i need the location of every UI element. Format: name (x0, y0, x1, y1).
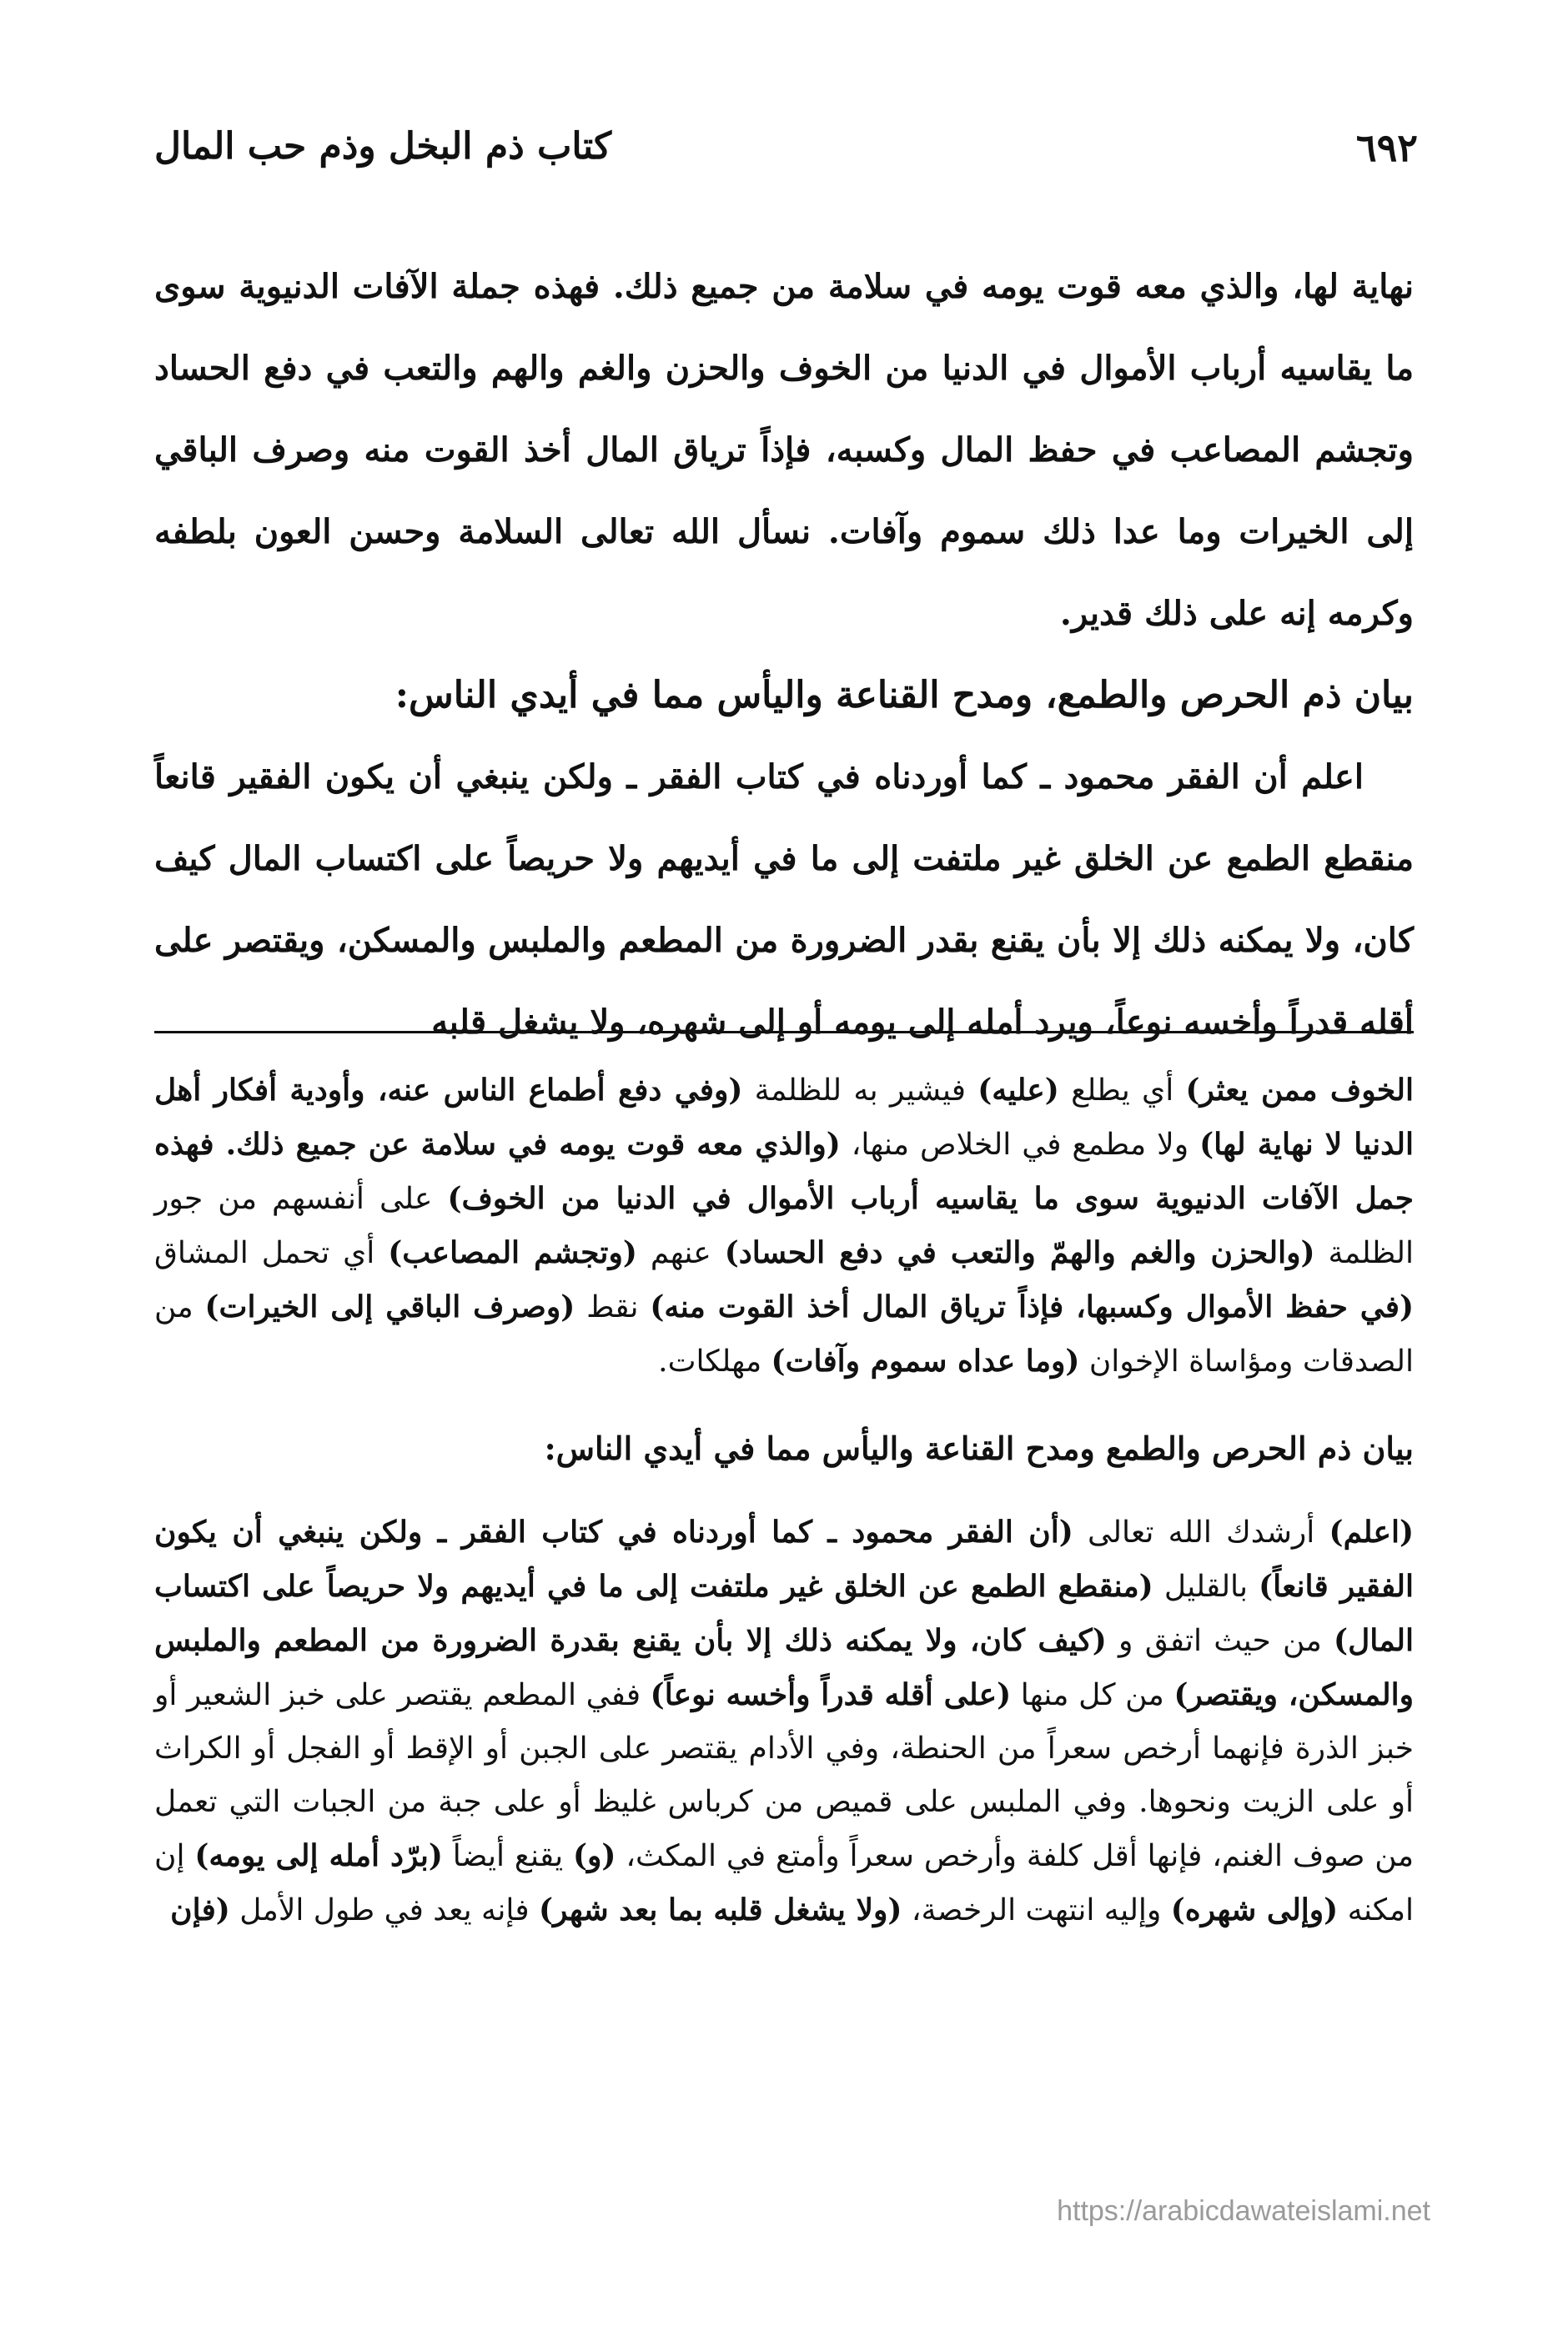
quoted-text: (والحزن والغم والهمّ والتعب في دفع الحساد) (724, 1235, 1315, 1270)
gloss-text: ففي المطعم يقتصر على خبز الشعير أو خبز الذرة فإنهما أرخص سعراً من الحنطة، وفي الأدام يقتصر على الجبن أو الإقط أو الفجل أو الكراث أو على الزيت ونحوها. وفي الملبس على قميص من كرباس غليظ أو على جبة من الجبات التي تعمل من صوف الغنم، فإنها أقل كلفة وأرخص سعراً وأمتع في المكث، (154, 1678, 1414, 1873)
quoted-text: (وتجشم المصاعب) (388, 1235, 637, 1270)
gloss-text: على أنفسهم من جور الظلمة (154, 1182, 1415, 1270)
page-number: ٦٩٢ (1355, 125, 1418, 170)
commentary-paragraph-2 (154, 1505, 1414, 1937)
main-paragraph-2: اعلم أن الفقر محمود ـ كما أوردناه في كتاب الفقر ـ ولكن ينبغي أن يكون الفقير قانعاً منقطع الطمع عن الخلق غير ملتفت إلى ما في أيديهم ولا حريصاً على اكتساب المال كيف كان، ولا يمكنه ذلك إلا بأن يقنع بقدر الضرورة من المطعم والملبس والمسكن، ويقتصر على أقله قدراً وأخسه نوعاً، ويرد أمله إلى يومه أو إلى شهره، ولا يشغل قلبه (154, 757, 1414, 1042)
quoted-text: (كيف كان، ولا يمكنه ذلك إلا بأن يقنع بقدرة الضرورة من المطعم والملبس والمسكن، ويقتصر) (154, 1623, 1414, 1712)
gloss-text: أي تحمل المشاق (154, 1236, 389, 1270)
quoted-text: (وإلى شهره) (1170, 1892, 1339, 1927)
gloss-text: عنهم (636, 1236, 725, 1270)
gloss-text: بالقليل (1153, 1570, 1259, 1604)
gloss-text: من كل منها (1011, 1678, 1174, 1712)
quoted-text: (برّد أمله إلى يومه) (194, 1838, 443, 1873)
quoted-text: (ولا يشغل قلبه بما بعد شهر) (538, 1892, 902, 1927)
gloss-text: من الصدقات ومؤاساة الإخوان (154, 1290, 1414, 1379)
source-watermark-link[interactable]: https://arabicdawateislami.net (1057, 2195, 1430, 2227)
commentary-paragraph-1 (154, 1063, 1414, 1389)
gloss-text: إن امكنه (154, 1839, 1414, 1927)
quoted-text: (منقطع الطمع عن الخلق غير ملتفت إلى ما في أيديهم ولا حريصاً على اكتساب المال) (154, 1569, 1414, 1658)
gloss-text: مهلكات. (658, 1344, 771, 1379)
quoted-text: (و) (573, 1838, 616, 1873)
gloss-text: نقط (575, 1290, 651, 1324)
gloss-text: وإليه انتهت الرخصة، (902, 1893, 1171, 1927)
running-head (154, 125, 1418, 192)
gloss-text: ولا مطمع في الخلاص منها، (840, 1128, 1200, 1162)
quoted-text: (على أقله قدراً وأخسه نوعاً) (650, 1677, 1012, 1712)
quoted-text: (فإن (170, 1892, 230, 1927)
quoted-text: (وما عداه سموم وآفات) (771, 1344, 1080, 1379)
gloss-text: من حيث اتفق و (1106, 1624, 1334, 1658)
quoted-text: الخوف ممن يعثر) (1185, 1073, 1414, 1108)
footnote-divider (154, 1031, 1414, 1033)
quoted-text: (عليه) (977, 1073, 1059, 1108)
commentary (154, 1063, 1414, 1937)
gloss-text: أي يطلع (1058, 1073, 1186, 1108)
gloss-text: يقنع أيضاً (442, 1839, 574, 1873)
quoted-text: (اعلم) (1329, 1515, 1414, 1550)
gloss-text: فيشير به للظلمة (742, 1073, 978, 1108)
quoted-text: (وفي دفع أطماع الناس عنه، وأودية أفكار أهل الدنيا لا نهاية لها) (154, 1073, 1414, 1162)
quoted-text: (في حفظ الأموال وكسبها، فإذاً ترياق المال أخذ القوت منه) (650, 1289, 1414, 1324)
gloss-text: أرشدك الله تعالى (1073, 1515, 1329, 1550)
main-paragraph-1: نهاية لها، والذي معه قوت يومه في سلامة من جميع ذلك. فهذه جملة الآفات الدنيوية سوى ما يقاسيه أرباب الأموال في الدنيا من الخوف والحزن والغم والهم والتعب في دفع الحساد وتجشم المصاعب في حفظ المال وكسبه، فإذاً ترياق المال أخذ القوت منه وصرف الباقي إلى الخيرات وما عدا ذلك سموم وآفات. نسأل الله تعالى السلامة وحسن العون بلطفه وكرمه إنه على ذلك قدير. (154, 267, 1415, 633)
book-title: كتاب ذم البخل وذم حب المال (154, 125, 612, 168)
quoted-text: (والذي معه قوت يومه في سلامة عن جميع ذلك. فهذه جمل الآفات الدنيوية سوى ما يقاسيه أرباب الأموال في الدنيا من الخوف) (154, 1127, 1414, 1216)
main-text (154, 246, 1414, 1063)
quoted-text: (وصرف الباقي إلى الخيرات) (204, 1289, 575, 1324)
commentary-sub-heading: بيان ذم الحرص والطمع ومدح القناعة واليأس مما في أيدي الناس: (544, 1430, 1414, 1467)
quoted-text: (أن الفقر محمود ـ كما أوردناه في كتاب الفقر ـ ولكن ينبغي أن يكون الفقير قانعاً) (154, 1515, 1414, 1604)
gloss-text: فإنه يعد في طول الأمل (229, 1893, 539, 1927)
section-heading: بيان ذم الحرص والطمع، ومدح القناعة واليأس مما في أيدي الناس: (395, 674, 1414, 716)
